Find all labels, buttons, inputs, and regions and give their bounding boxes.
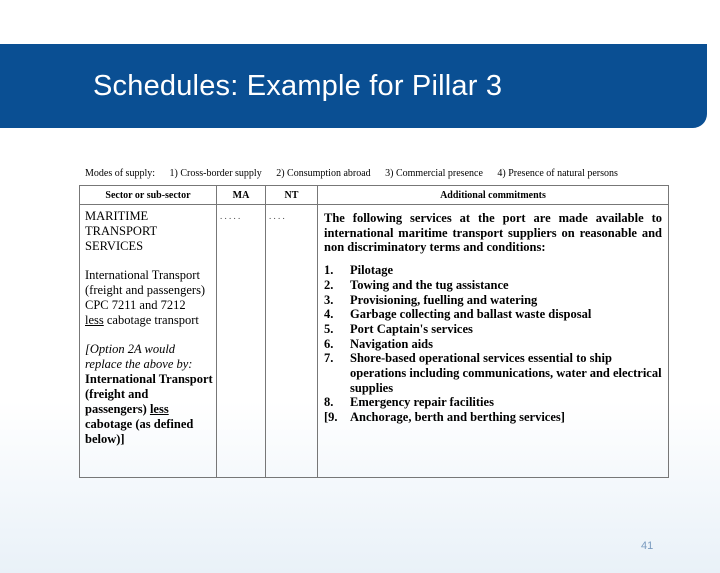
transport-line: CPC 7211 and 7212 (85, 298, 186, 312)
mode-3: 3) Commercial presence (385, 168, 483, 179)
transport-line: International Transport (85, 268, 200, 282)
header-ma: MA (217, 186, 266, 205)
mode-2: 2) Consumption abroad (276, 168, 371, 179)
sector-cell (80, 205, 217, 478)
sector-option-2a (85, 342, 213, 447)
list-item: 6. Navigation aids (324, 336, 434, 351)
sector-heading-line: SERVICES (85, 239, 144, 253)
services-list (324, 263, 662, 425)
header-additional: Additional commitments (318, 186, 669, 205)
list-item: 8. Emergency repair facilities (324, 395, 494, 410)
mode-4: 4) Presence of natural persons (497, 168, 618, 179)
transport-line (85, 313, 213, 328)
option-less: less (149, 402, 169, 416)
page-number: 41 (641, 540, 654, 552)
sector-heading-line: TRANSPORT (85, 224, 158, 238)
sector-heading-line: MARITIME (85, 209, 149, 223)
option-bold-2: cabotage (as defined below)] (85, 417, 194, 446)
schedule-table (79, 185, 669, 478)
modes-of-supply (85, 168, 630, 179)
modes-label: Modes of supply: (85, 168, 155, 179)
additional-commitments-cell (318, 205, 669, 478)
table-header-row (80, 186, 669, 205)
nt-cell: . . . . (266, 205, 318, 478)
commitments-intro: The following services at the port are made available to international maritime transport suppliers on reasonable and non discriminatory terms and conditions: (324, 211, 662, 255)
mode-1: 1) Cross-border supply (169, 168, 262, 179)
list-item: 1. Pilotage (324, 263, 394, 278)
schedule-document (79, 166, 671, 478)
table-row (80, 205, 669, 478)
option-italic: [Option 2A would replace the above by: (85, 342, 193, 371)
less-word: less (85, 313, 104, 327)
list-item: [9. Anchorage, berth and berthing services] (324, 410, 565, 425)
list-item: 2. Towing and the tug assistance (324, 277, 509, 292)
list-item: 7. Shore-based operational services essential to ship operations including communications, water and electrical supplies (324, 351, 662, 395)
ma-cell: . . . . . (217, 205, 266, 478)
sector-transport (85, 268, 213, 328)
sector-heading (85, 209, 213, 254)
header-nt: NT (266, 186, 318, 205)
list-item: 3. Provisioning, fuelling and watering (324, 292, 538, 307)
list-item: 5. Port Captain's services (324, 321, 473, 336)
option-bold-1: International Transport (freight and passengers) (85, 372, 213, 416)
less-rest: cabotage transport (103, 313, 199, 327)
slide-title: Schedules: Example for Pillar 3 (93, 70, 503, 102)
header-sector: Sector or sub-sector (80, 186, 217, 205)
list-item: 4. Garbage collecting and ballast waste disposal (324, 307, 592, 322)
transport-line: (freight and passengers) (85, 283, 206, 297)
